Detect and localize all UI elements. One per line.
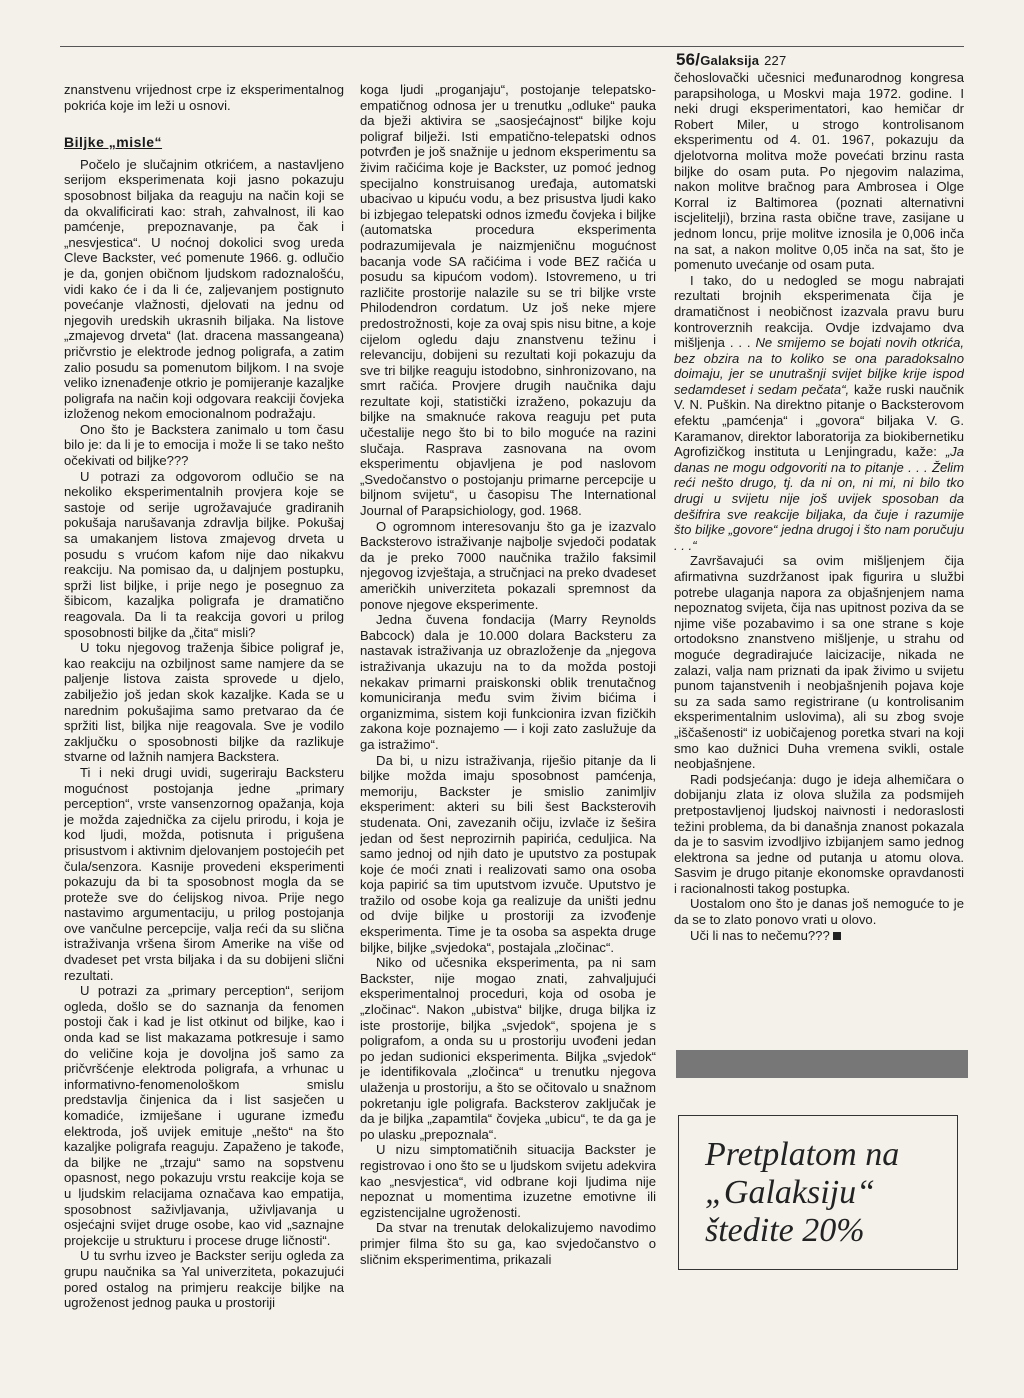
subscription-ad bbox=[678, 1115, 958, 1270]
quote-intro: I tako, do u nedogled se mogu nabrajati rezultati brojnih eksperimenata čija je dramatičnost i neobičnost izazvala pravu buru kontroverznih reakcija. Ovdje izdvajamo dva mišljenja . . . bbox=[674, 272, 964, 351]
paragraph: Ti i neki drugi uvidi, sugeriraju Backsteru mogućnost postojanja jedne „primary perception“, vrste vansenzornog opažanja, koja je možda zajednička za cijelu prirodu, i koja je kod ljudi, možda, potisnuta i prigušena prisustvom i aktivnim djelovanjem postojećih pet čula/senzora. Kasnije provedeni eksperimenti pokazuju da bi ta sposobnost mogla da se proteže sve do ćelijskog nivoa. Prije nego nastavimo argumentaciju, u prilog postojanja ove vančulne percepcije, valja reći da su slična istraživanja vršena širom Amerike na više od dvadeset pet vrsta biljaka i da su dobijeni slični rezultati. bbox=[64, 764, 344, 983]
paragraph: znanstvenu vrijednost crpe iz eksperimentalnog pokrića koje im leži u osnovi. bbox=[64, 82, 344, 113]
ad-line-2: „Galaksiju“ bbox=[705, 1174, 876, 1211]
paragraph: Završavajući sa ovim mišljenjem čija afirmativna suzdržanost ipak figurira u službi potrebe ulaganja napora za objašnjenjem nama nepoznatog svijeta, čija nas upitnost poziva da se njime više pozabavimo i sa one strane s koje ortodoksno znanstveno mišljenje, u strahu od moguće degradirajuće laicizacije, nikada ne zalazi, valja nam priznati da ipak živimo u svijetu punom tajanstvenih i neobjašnjenih pojava koje su za sada samo registrirane (u kontrolisanim eksperimentalnim uslovima), ali su zbog svoje „iščašenosti“ iz uobičajenog poretka stvari na koji smo kao dužnici Duha vremena svikli, ostale neobjašnjene. bbox=[674, 553, 964, 772]
paragraph-quotes bbox=[674, 273, 964, 554]
paragraph: koga ljudi „proganjaju“, postojanje telepatsko-empatičnog odnosa jer u trenutku „odluke“ pauka da bježi aktivira se „saosjećajnost“ biljke koju poligraf bilježi. Isti empatično-telepatski odnos potvrđen je još snažnije u jednom eksperimentu sa živim račićima koje je Backster, uz pomoć jednog specijalno konstruisanog uređaja, automatski ubacivao u kipuću vodu, a bez prisustva ljudi kako bi izbjegao telepatski odnos između čovjeka i biljke (automatska procedura eksperimenta podrazumijevala je naizmjeničnu mogućnost bacanja vode SA račićima i vode BEZ račića u posudu sa kipućom vodom). Istovremeno, u tri različite prostorije nalazile su se tri biljke vrste Philodendron cordatum. Uz još neke mjere predostrožnosti, koje za ovaj spis nisu bitne, a koje cijelom ogledu daju znanstvenu težinu i relevanciju, dobijeni su rezultati koji pokazuju da sve tri biljke reaguju istodobno, sinhronizovano, na smrt račića. Provjere drugih naučnika daju rezultate koji, statistički izraženo, pokazuju da biljke na smaknuće rakova reaguju pet puta učestalije nego što bi to bilo moguće na razini slučaja. Rasprava zasnovana na ovom eksperimentu objavljena je pod naslovom „Svedočanstvo o postojanju primarne percepcije u biljnom svijetu“, u časopisu The International Journal of Parapsichiology, god. 1968. bbox=[360, 82, 656, 519]
magazine-name: Galaksija bbox=[700, 53, 760, 68]
paragraph: Radi podsjećanja: dugo je ideja alhemičara o dobijanju zlata iz olova služila za podsmijeh pretpostavljenoj ljudskoj naivnosti i nedoraslosti težini problema, da bi današnja znanost pokazala da je to sasvim izvodljivo izbijanjem samo jednog elektrona sa jedne od putanja u atomu olova. Sasvim je drugo pitanje ekonomske opravdanosti i racionalnosti takog postupka. bbox=[674, 771, 964, 896]
paragraph: Počelo je slučajnim otkrićem, a nastavljeno serijom eksperimenata koji jasno pokazuju sposobnost biljaka da reaguju na način koji se da okvalificirati kao: strah, zahvalnost, ili kao pamćenje, prepoznavanje, pa čak i „nesvjestica“. U noćnoj dokolici svog ureda Cleve Backster, već pomenute 1966. g. odlučio je da, gonjen običnom ljudskom radoznalošću, vidi kako će i da li će, zaljevanjem postignuto povećanje vlažnosti, djelovati na jednu od njegovih uredskih ukrasnih biljaka. Na listove „zmajevog drveta“ (lat. dracena massangeana) pričvrstio je elektrode jednog poligrafa, a zatim zalio posudu sa pomenutom biljkom. I na svoje veliko iznenađenje otkrio je pomijeranje kazaljke poligrafa na način koji odgovara reakciji čovjeka izloženog nekom emocionalnom podražaju. bbox=[64, 156, 344, 422]
closing-line bbox=[674, 928, 964, 944]
paragraph: U toku njegovog traženja šibice poligraf je, kao reakciju na ozbiljnost same namjere da se paljenje listova zaista sprovede u djelo, zabilježio još jedan skok kazaljke. Kada se u narednim pokušajima samo pretvarao da će spržiti list, biljka nije reagovala. Sve je vodilo zaključku o sposobnosti biljke da razlikuje stvarne od lažnih namjera Backstera. bbox=[64, 640, 344, 765]
ad-line-1: Pretplatom na bbox=[705, 1136, 900, 1173]
paragraph: U tu svrhu izveo je Backster seriju ogleda za grupu naučnika sa Yal univerziteta, pokazujući pored ostalog na primjeru reakcije biljke na ugroženost jednog pauka u prostoriji bbox=[64, 1248, 344, 1311]
paragraph: Jedna čuvena fondacija (Marry Reynolds Babcock) dala je 10.000 dolara Backsteru za nastavak istraživanja uz obrazloženje da „njegova istraživanja ukazuju na to da možda postoji nekakav primarni praiskonski oblik trenutačnog komuniciranja među svim živim bićima i organizmima, sistem koji funkcionira izvan fizičkih zakona koje poznajemo — i koji zato zaslužuje da ga istražimo“. bbox=[360, 612, 656, 752]
closing-question: Uči li nas to nečemu??? bbox=[690, 927, 830, 943]
paragraph: Niko od učesnika eksperimenta, pa ni sam Backster, nije mogao znati, zahvaljujući eksperimentalnoj proceduri, koja od osoba je „zločinac“. Nakon „ubistva“ biljke, druga biljka iz iste prostorije, biljka „svjedok“, spojena je s poligrafom, a onda su u prostoriju uvođeni jedan po jedan sudionici eksperimenta. Biljka „svjedok“ je identifikovala „zločinca“ u trenutku njegova ulaženja u prostoriju, a što se očitovalo u snažnom pokretanju igle poligrafa. Backsterov zaključak je da je biljka „zapamtila“ čovjeka „ubicu“, te da ga je po ulasku „prepoznala“. bbox=[360, 955, 656, 1142]
paragraph: čehoslovački učesnici međunarodnog kongresa parapsihologa, u Moskvi maja 1972. godine. I neki drugi eksperimentatori, kao hemičar dr Robert Miler, u strogo kontrolisanom eksperimentu od 4. 01. 1967, pokazuju da djelotvorna molitva može povećati brzinu rasta biljke do osam puta. Po njegovim nalazima, nakon molitve bračnog para Ambrosea i Olge Korral iz Baltimorea (poznati alternativni iscjelitelji), brzina rasta obične trave, zasijane u jednom loncu, prije molitve iznosila je 0,006 inča na sat, a nakon molitve 0,05 inča na sat, što je pomenuto uvećanje od osam puta. bbox=[674, 70, 964, 273]
section-heading: Biljke „misle“ bbox=[64, 134, 163, 151]
end-mark bbox=[833, 932, 841, 940]
paragraph: U potrazi za „primary perception“, serijom ogleda, došlo se do saznanja da fenomen postoji čak i kad je list otkinut od biljke, kao i onda kad se list makazama potkresuje i samo do veličine koja je dovoljna još samo za pričvršćenje elektroda poligrafa, a vrhunac u informativno-fenomenološkom smislu predstavlja činjenica da i list sasječen u komadiće, izmiješane i ugurane između elektroda, još uvijek emituje „nešto“ na što kazaljke poligrafa reaguju. Zapaženo je takođe, da biljke ne „trzaju“ samo na sopstvenu opasnost, nego pokazuju vrstu reakcije koja se u ljudskim relacijama označava kao empatija, sposobnost saživljavanja, uživljavanja u osjećajni svijet druge osobe, kao vid „saznajne projekcije u strukturu i procese druge ličnosti“. bbox=[64, 983, 344, 1248]
paragraph: Ono što je Backstera zanimalo u tom času bilo je: da li je to emocija i može li se tako nešto očekivati od biljke??? bbox=[64, 421, 344, 469]
quote-karamanov: „Ja danas ne mogu odgovoriti na to pitanje . . . Želim reći nešto drugo, tj. da ni on, ni mi, ni bilo tko drugi u svijetu nije još uvijek sposoban da dešifrira sve reakcije biljaka, da čuje i razumije što biljke „govore“ jedna drugoj i što nam poručuju . . .“ bbox=[674, 444, 964, 553]
top-rule bbox=[60, 46, 964, 47]
column-3 bbox=[674, 70, 964, 1070]
decorative-bar bbox=[676, 1050, 968, 1078]
issue-number: 227 bbox=[764, 53, 787, 68]
paragraph: Da bi, u nizu istraživanja, riješio pitanje da li biljke možda imaju sposobnost pamćenja, memoriju, Backster je smislio zanimljiv eksperiment: akteri su bili šest Backsterovih studenata. Oni, zavezanih očiju, izvlače iz šešira jedan od šest neprozirnih papirića, ceduljica. Na samo jednoj od njih dato je uputstvo za postupak koje će moći znati i realizovati samo ona osoba koja papirić sa tim uputstvom izvuče. Uputstvo je tražilo od osobe koja ga realizuje da uništi jednu od dvije biljke u prostoriji za izvođenje eksperimenta. Time je ta osoba sa aspekta druge biljke, biljke „svjedoka“, postajala „zločinac“. bbox=[360, 752, 656, 955]
page-folio bbox=[676, 50, 786, 70]
paragraph: U potrazi za odgovorom odlučio se na nekoliko eksperimentalnih provjera koje se sastoje od serije ugrožavajuće gradiranih pokušaja narušavanja zdravlja biljke. Pokušaj sa umakanjem listova zmajevog drveta u posudu s vrućom kafom nije dao nikakvu reakciju. Na pomisao da, u daljnjem postupku, sprži list biljke, i prije nego je posegnuo za šibicom, kazaljka poligrafa je dramatično reagovala. Da li ta reakcija govori u prilog sposobnosti biljke da „čita“ misli? bbox=[64, 468, 344, 640]
paragraph: O ogromnom interesovanju što ga je izazvalo Backsterovo istraživanje najbolje svjedoči podatak da je preko 7000 naučnika tražilo faksimil njegovog izvještaja, a stručnjaci na preko dvadeset američkih univerziteta pokazali spremnost da ponove njegove eksperimente. bbox=[360, 518, 656, 612]
ad-line-3: štedite 20% bbox=[705, 1212, 865, 1249]
quote-puskin: Ne smijemo se bojati novih otkrića, bez obzira na to koliko se ona paradoksalno doimaju, jer se unutrašnji svijet biljke krije ispod sedamdeset i sedam pečata“, bbox=[674, 335, 964, 397]
paragraph: Da stvar na trenutak delokalizujemo navodimo primjer filma što su ga, kao svjedočanstvo o sličnim eksperimentima, prikazali bbox=[360, 1220, 656, 1267]
column-2 bbox=[360, 82, 656, 1346]
quote-attribution: kaže ruski naučnik V. N. Puškin. Na direktno pitanje o Backsterovom efektu „pamćenja“ i „govora“ biljaka V. G. Karamanov, direktor laboratorija za biokibernetiku Agrofizičkog instituta u Lenjingradu, kaže: bbox=[674, 381, 964, 460]
paragraph: Uostalom ono što je danas još nemoguće to je da se to zlato ponovo vrati u olovo. bbox=[674, 896, 964, 928]
column-1 bbox=[64, 82, 344, 1346]
page-number: 56/ bbox=[676, 50, 701, 69]
paragraph: U nizu simptomatičnih situacija Backster je registrovao i ono što se u ljudskom svijetu adekvira kao „nesvjestica“, vid odbrane koji ljudima nije nepoznat u momentima izuzetne emotivne ili egzistencijalne ugroženosti. bbox=[360, 1142, 656, 1220]
